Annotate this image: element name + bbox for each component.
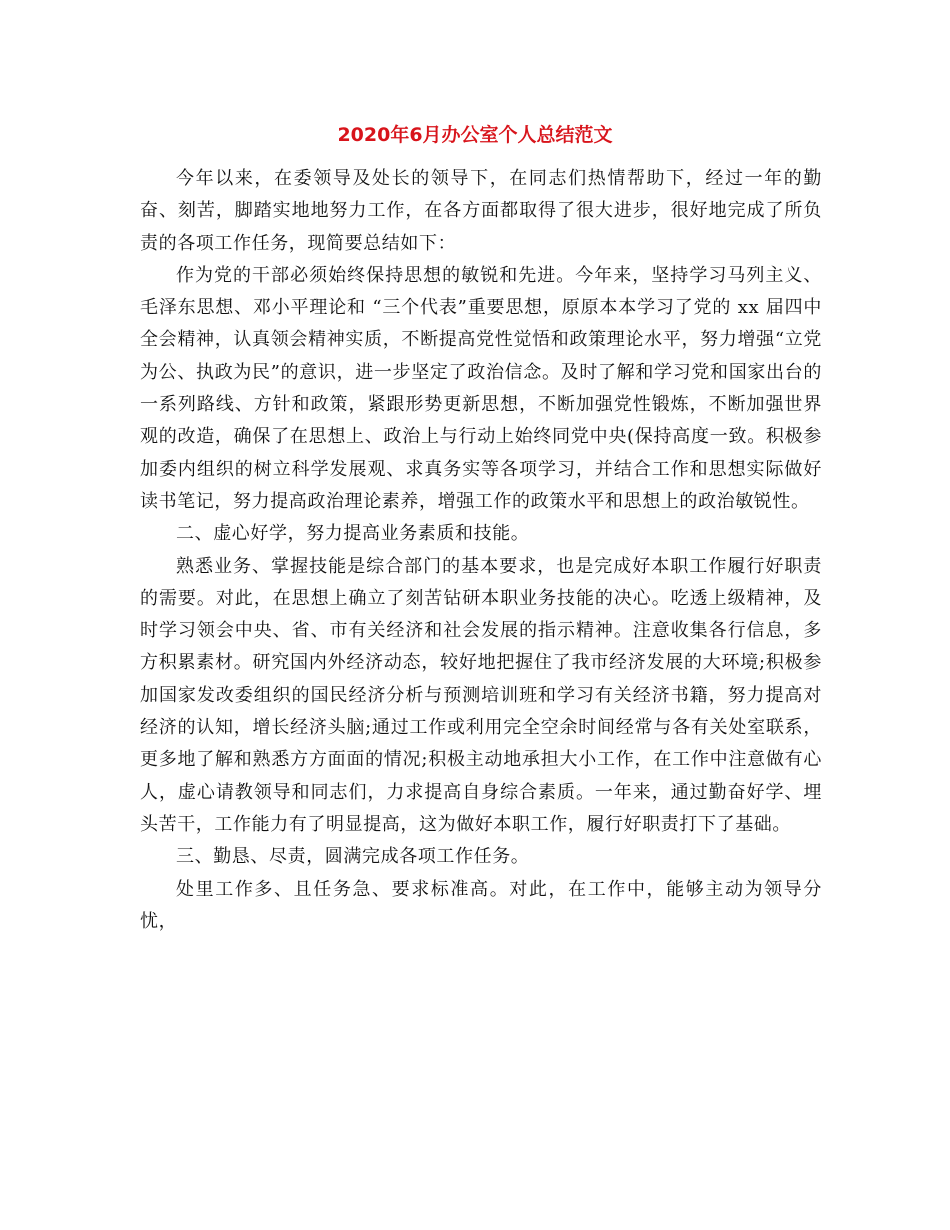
section-heading-2: 二、虚心好学，努力提高业务素质和技能。	[176, 523, 530, 545]
document-title: 2020年6月办公室个人总结范文	[337, 124, 613, 146]
paragraph-work-tasks: 处里工作多、且任务急、要求标准高。对此，在工作中，能够主动为领导分忧，	[140, 878, 822, 932]
document-body	[140, 163, 822, 938]
section-heading-3: 三、勤恳、尽责，圆满完成各项工作任务。	[176, 846, 530, 868]
paragraph-political-study: 作为党的干部必须始终保持思想的敏锐和先进。今年来，坚持学习马列主义、毛泽东思想、邓小平理论和 “三个代表”重要思想，原原本本学习了党的 xx 届四中全会精神，认真领会精神实质，不断提高党性觉悟和政策理论水平，努力增强“立党为公、执政为民”的意识，进一步坚定了政治信念。及时了解和学习党和国家出台的一系列路线、方针和政策，紧跟形势更新思想，不断加强党性锻炼，不断加强世界观的改造，确保了在思想上、政治上与行动上始终同党中央(保持高度一致。积极参加委内组织的树立科学发展观、求真务实等各项学习，并结合工作和思想实际做好读书笔记，努力提高政治理论素养，增强工作的政策水平和思想上的政治敏锐性。	[140, 264, 822, 512]
paragraph-intro: 今年以来，在委领导及处长的领导下，在同志们热情帮助下，经过一年的勤奋、刻苦，脚踏实地地努力工作，在各方面都取得了很大进步，很好地完成了所负责的各项工作任务，现简要总结如下：	[140, 168, 822, 254]
paragraph-business-skills: 熟悉业务、掌握技能是综合部门的基本要求，也是完成好本职工作履行好职责的需要。对此，在思想上确立了刻苦钻研本职业务技能的决心。吃透上级精神，及时学习领会中央、省、市有关经济和社会发展的指示精神。注意收集各行信息，多方积累素材。研究国内外经济动态，较好地把握住了我市经济发展的大环境;积极参加国家发改委组织的国民经济分析与预测培训班和学习有关经济书籍，努力提高对经济的认知，增长经济头脑;通过工作或利用完全空余时间经常与各有关处室联系，更多地了解和熟悉方方面面的情况;积极主动地承担大小工作，在工作中注意做有心人，虚心请教领导和同志们，力求提高自身综合素质。一年来，通过勤奋好学、埋头苦干，工作能力有了明显提高，这为做好本职工作，履行好职责打下了基础。	[140, 555, 822, 835]
